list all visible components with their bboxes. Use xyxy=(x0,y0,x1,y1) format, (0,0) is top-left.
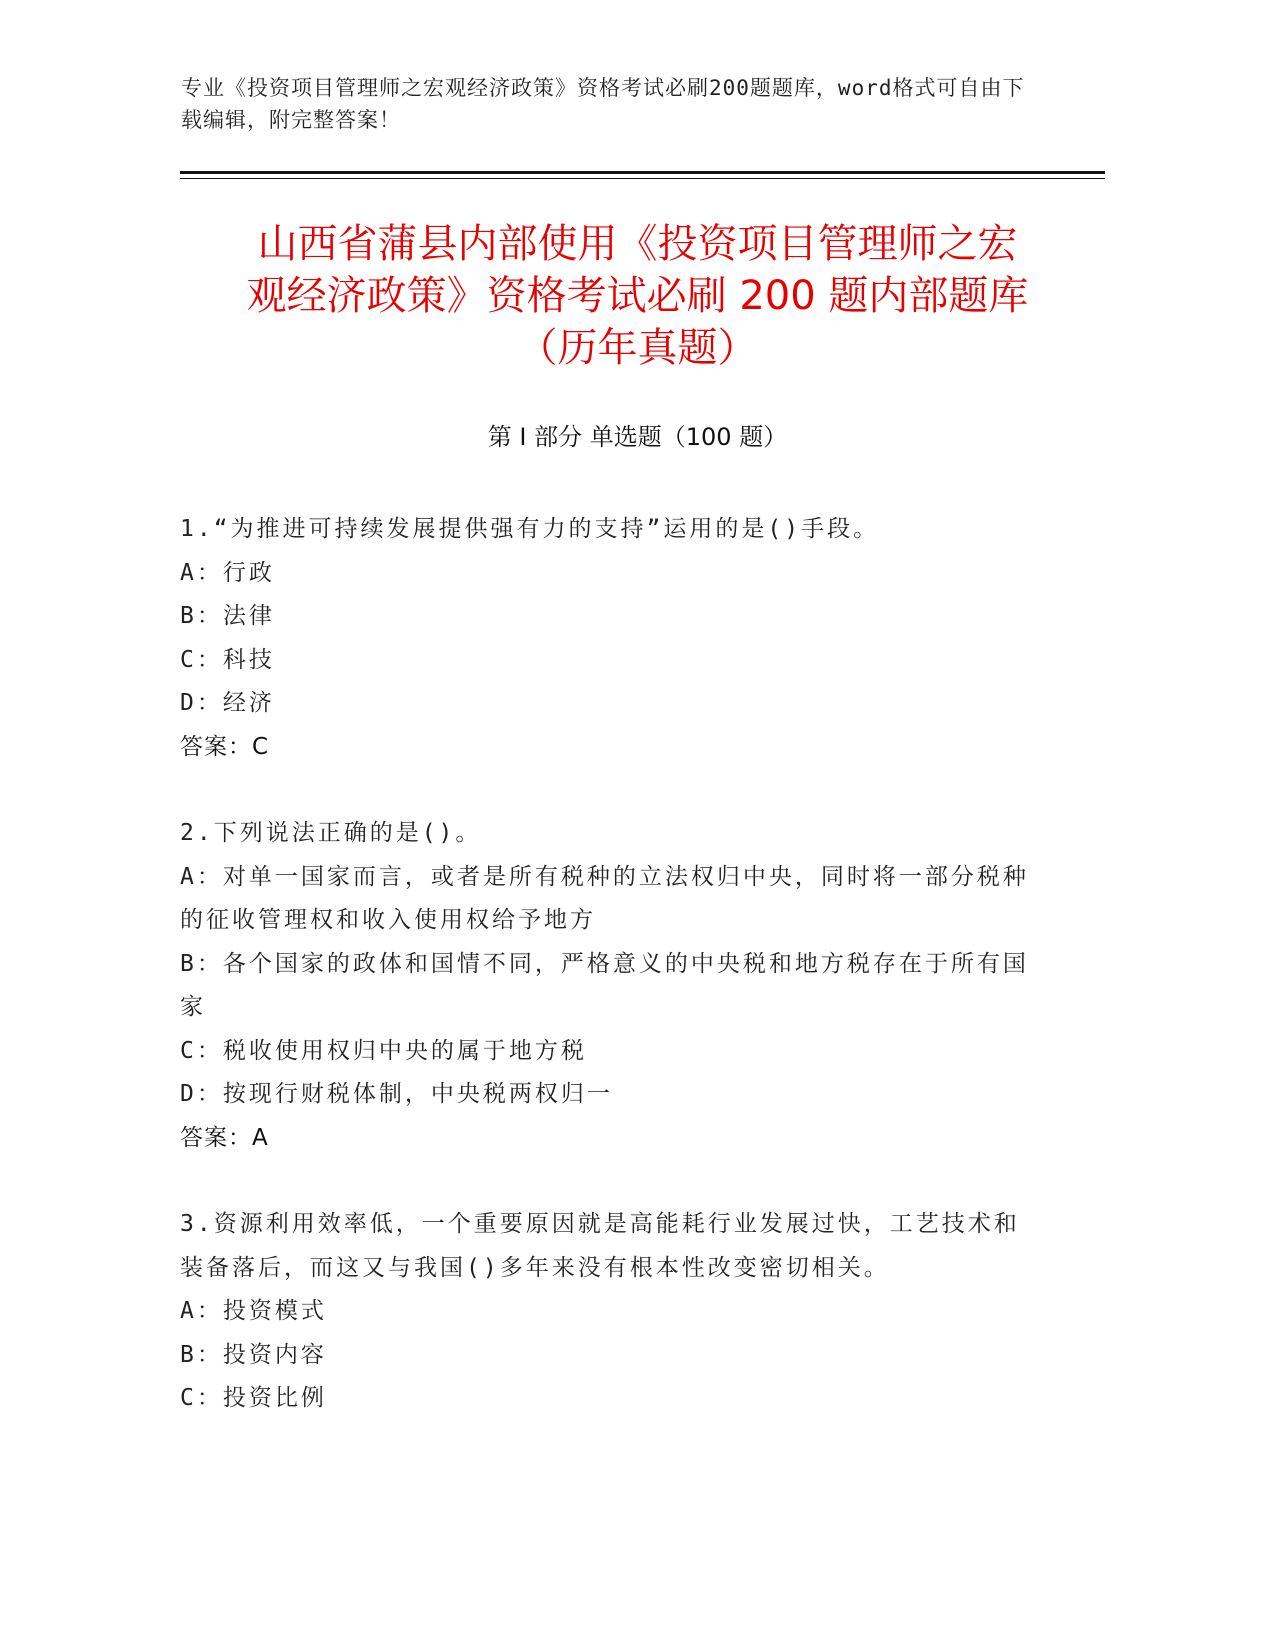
option-a: A：投资模式 xyxy=(180,1298,327,1324)
option-c: C：科技 xyxy=(180,646,275,673)
title-line-2: 观经济政策》资格考试必刷 200 题内部题库 xyxy=(246,273,1029,319)
question-text: 1.“为推进可持续发展提供强有力的支持”运用的是()手段。 xyxy=(180,516,880,542)
question-item xyxy=(180,812,1040,1160)
section-heading: 第 I 部分 单选题（100 题） xyxy=(487,423,788,451)
title-line-3: （历年真题） xyxy=(517,325,758,371)
document-title xyxy=(150,218,1125,374)
answer-text: 答案：C xyxy=(180,733,270,760)
option-c: C：税收使用权归中央的属于地方税 xyxy=(180,1037,587,1064)
option-b: B：法律 xyxy=(180,603,275,629)
intro-text: 专业《投资项目管理师之宏观经济政策》资格考试必刷200题题库，word格式可自由下载编辑，附完整答案！ xyxy=(181,76,1025,132)
option-c: C：投资比例 xyxy=(180,1385,327,1411)
question-item xyxy=(180,1203,1040,1421)
option-d: D：按现行财税体制，中央税两权归一 xyxy=(180,1081,613,1107)
question-item xyxy=(180,508,1040,769)
option-b: B：投资内容 xyxy=(180,1341,327,1368)
title-line-1: 山西省蒲县内部使用《投资项目管理师之宏 xyxy=(257,221,1018,267)
question-text: 2.下列说法正确的是()。 xyxy=(180,820,482,846)
question-text: 3.资源利用效率低，一个重要原因就是高能耗行业发展过快，工艺技术和装备落后，而这又与我国()多年来没有根本性改变密切相关。 xyxy=(180,1211,1020,1281)
question-list xyxy=(180,508,1040,1464)
answer-text: 答案：A xyxy=(180,1124,269,1151)
option-b: B：各个国家的政体和国情不同，严格意义的中央税和地方税存在于所有国家 xyxy=(180,950,1029,1020)
header-divider-thick xyxy=(180,171,1105,174)
option-a: A：行政 xyxy=(180,559,275,586)
option-d: D：经济 xyxy=(180,690,275,716)
option-a: A：对单一国家而言，或者是所有税种的立法权归中央，同时将一部分税种的征收管理权和收入使用权给予地方 xyxy=(180,863,1029,933)
header-divider-thin xyxy=(180,178,1105,179)
